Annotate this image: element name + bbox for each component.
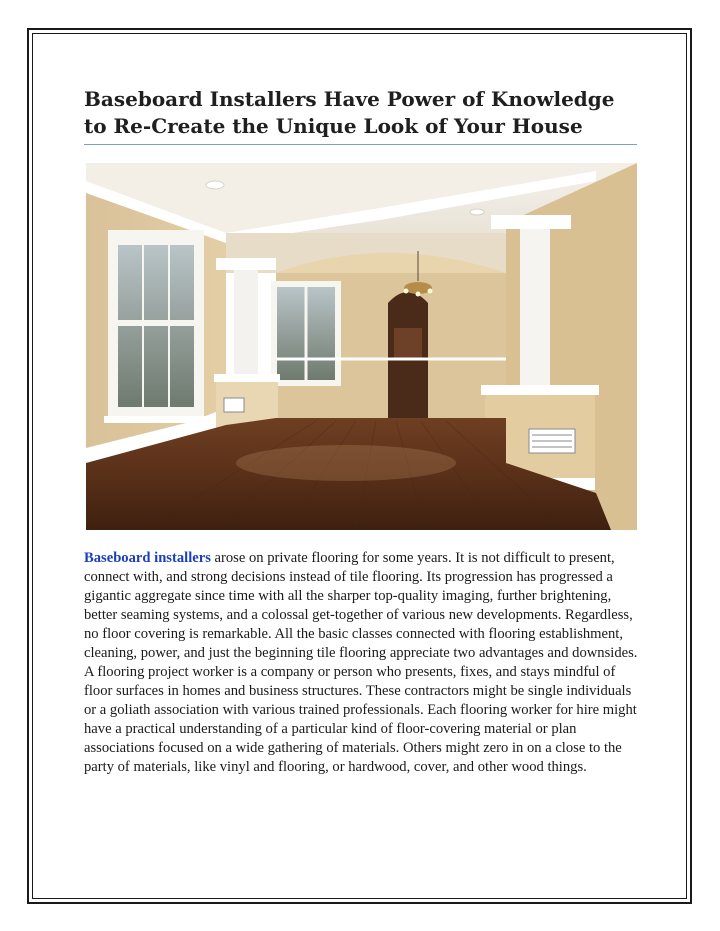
paragraph-1 bbox=[84, 549, 639, 663]
article-title: Baseboard Installers Have Power of Knowledge to Re-Create the Unique Look of Your House bbox=[84, 87, 615, 138]
paragraph-1-text: arose on private flooring for some years. It is not difficult to present, connect with, and strong decisions instead of tile flooring. Its progression has progressed a gigantic aggregate since time with all the sharper top-quality imaging, further brightening, better seaming systems, and a colossal get-together of various new developments. Regardless, no floor covering is remarkable. All the basic classes connected with flooring establishment, cleaning, power, and just the beginning tile flooring appreciate two advantages and downsides. bbox=[84, 550, 638, 661]
title-underline bbox=[84, 144, 637, 145]
baseboard-installers-link[interactable]: Baseboard installers bbox=[84, 550, 211, 566]
paragraph-2: A flooring project worker is a company or person who presents, fixes, and stays mindful of floor surfaces in homes and business structures. These contractors might be single individuals or a goliath association with various trained professionals. Each flooring worker for hire might have a practical understanding of a particular kind of floor-covering material or plan associations focused on a wide gathering of materials. Others might zero in on a close to the party of materials, like vinyl and flooring, or hardwood, cover, and other wood things. bbox=[84, 664, 637, 775]
interior-room-photo bbox=[86, 163, 637, 530]
article-body bbox=[84, 549, 639, 777]
